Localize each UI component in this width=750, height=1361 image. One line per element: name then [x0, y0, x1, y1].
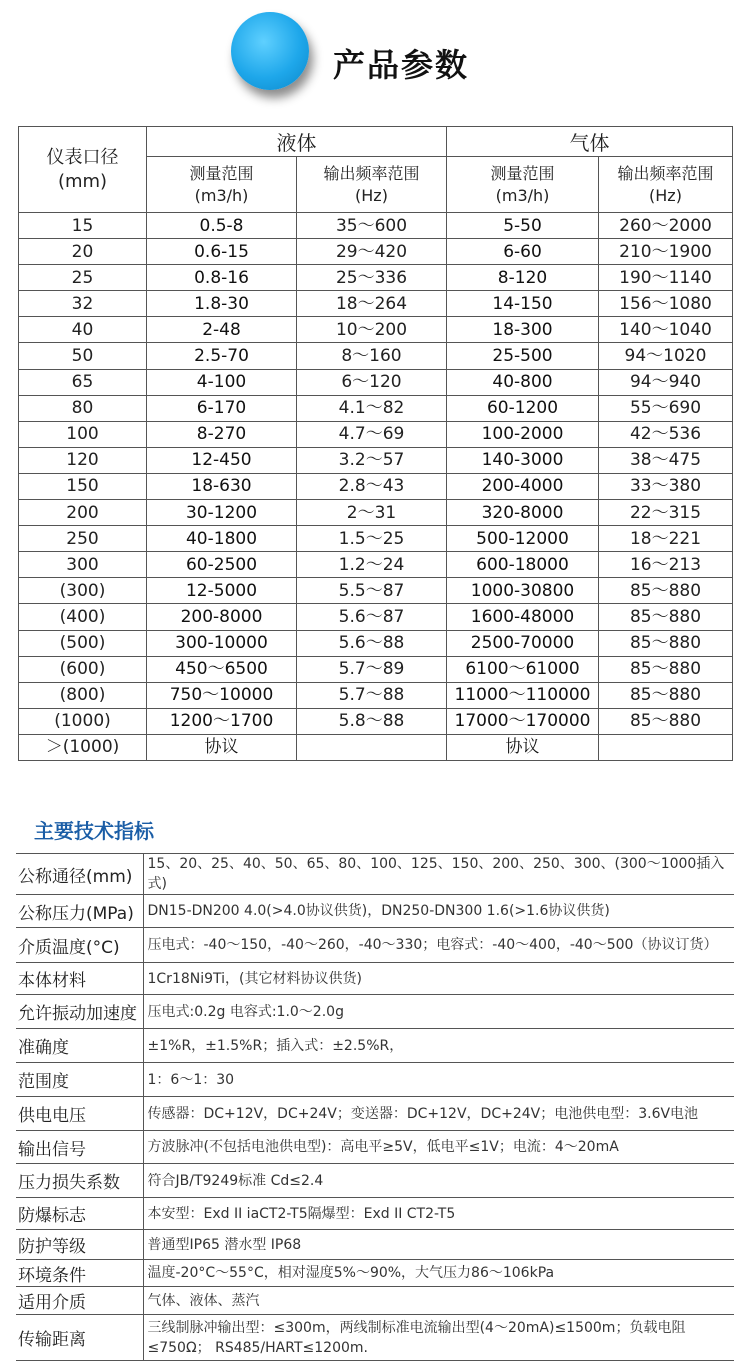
gas-range-cell: 140-3000 [447, 447, 599, 473]
spec-label: 防爆标志 [16, 1198, 143, 1230]
gas-frequency-cell [599, 734, 733, 760]
liquid-frequency-cell: 1.5～25 [297, 526, 447, 552]
table-row [19, 656, 733, 682]
diameter-cell: 200 [19, 500, 147, 526]
liquid-frequency-cell: 18～264 [297, 291, 447, 317]
gas-frequency-cell: 210～1900 [599, 239, 733, 265]
table-row [19, 500, 733, 526]
diameter-header-line2: (mm) [57, 170, 108, 192]
liquid-frequency-cell: 5.6～88 [297, 630, 447, 656]
gas-frequency-cell: 85～880 [599, 604, 733, 630]
gas-range-cell: 1000-30800 [447, 578, 599, 604]
table-row [19, 265, 733, 291]
page-title: 产品参数 [333, 46, 470, 84]
liquid-range-cell: 1.8-30 [147, 291, 297, 317]
liquid-frequency-cell: 6～120 [297, 369, 447, 395]
spec-value: 1Cr18Ni9Ti，(其它材料协议供货) [143, 963, 734, 995]
gas-frequency-cell: 16～213 [599, 552, 733, 578]
spec-row [16, 995, 734, 1029]
gas-frequency-cell: 85～880 [599, 578, 733, 604]
diameter-cell: 300 [19, 552, 147, 578]
diameter-cell: 80 [19, 395, 147, 421]
diameter-cell: 100 [19, 421, 147, 447]
specs-section-title: 主要技术指标 [34, 819, 154, 843]
gas-range-cell: 40-800 [447, 369, 599, 395]
table-row [19, 291, 733, 317]
liquid-range-cell: 450～6500 [147, 656, 297, 682]
diameter-cell: (400) [19, 604, 147, 630]
spec-label: 输出信号 [16, 1131, 143, 1164]
gas-header: 气体 [447, 127, 733, 157]
liquid-frequency-cell: 10～200 [297, 317, 447, 343]
table-row [19, 343, 733, 369]
liquid-frequency-cell: 3.2～57 [297, 447, 447, 473]
spec-label: 传输距离 [16, 1315, 143, 1361]
spec-value: 1：6～1：30 [143, 1063, 734, 1097]
table-row [19, 239, 733, 265]
spec-value: 符合JB/T9249标准 Cd≤2.4 [143, 1164, 734, 1198]
gas-frequency-cell: 18～221 [599, 526, 733, 552]
liquid-frequency-cell: 4.7～69 [297, 421, 447, 447]
liquid-frequency-cell: 1.2～24 [297, 552, 447, 578]
table-row [19, 317, 733, 343]
table-row [19, 630, 733, 656]
spec-row [16, 1063, 734, 1097]
gas-frequency-cell: 55～690 [599, 395, 733, 421]
spec-row [16, 1198, 734, 1230]
gas-range-header: 测量范围 (m3/h) [447, 157, 599, 213]
liquid-range-cell: 750～10000 [147, 682, 297, 708]
diameter-cell: (500) [19, 630, 147, 656]
gas-range-cell: 17000～170000 [447, 708, 599, 734]
liquid-range-cell: 40-1800 [147, 526, 297, 552]
table-row [19, 421, 733, 447]
liquid-range-cell: 8-270 [147, 421, 297, 447]
diameter-cell: 40 [19, 317, 147, 343]
gas-range-cell: 14-150 [447, 291, 599, 317]
liquid-range-cell: 0.6-15 [147, 239, 297, 265]
spec-row [16, 963, 734, 995]
liquid-range-cell: 0.8-16 [147, 265, 297, 291]
gas-frequency-cell: 94～940 [599, 369, 733, 395]
spec-row [16, 1131, 734, 1164]
liquid-frequency-cell: 5.5～87 [297, 578, 447, 604]
spec-row [16, 854, 734, 895]
spec-value: 气体、液体、蒸汽 [143, 1287, 734, 1315]
spec-label: 压力损失系数 [16, 1164, 143, 1198]
liquid-frequency-cell: 2.8～43 [297, 473, 447, 499]
spec-label: 本体材料 [16, 963, 143, 995]
gas-range-cell: 25-500 [447, 343, 599, 369]
gas-frequency-cell: 85～880 [599, 682, 733, 708]
gas-frequency-cell: 42～536 [599, 421, 733, 447]
table-row [19, 369, 733, 395]
liquid-range-header: 测量范围 (m3/h) [147, 157, 297, 213]
gas-range-cell: 11000～110000 [447, 682, 599, 708]
diameter-cell: 65 [19, 369, 147, 395]
spec-label: 防护等级 [16, 1230, 143, 1260]
spec-value: 普通型IP65 潜水型 IP68 [143, 1230, 734, 1260]
spec-label: 准确度 [16, 1029, 143, 1063]
liquid-frequency-cell: 25～336 [297, 265, 447, 291]
diameter-cell: ＞(1000) [19, 734, 147, 760]
spec-value: ±1%R，±1.5%R；插入式：±2.5%R， [143, 1029, 734, 1063]
diameter-cell: (800) [19, 682, 147, 708]
liquid-range-cell: 1200～1700 [147, 708, 297, 734]
spec-row [16, 1287, 734, 1315]
spec-value: DN15-DN200 4.0(>4.0协议供货)，DN250-DN300 1.6(>1.6协议供货) [143, 895, 734, 928]
spec-label: 介质温度(°C) [16, 928, 143, 963]
diameter-header-line1: 仪表口径 [46, 146, 119, 168]
spec-value: 方波脉冲(不包括电池供电型)：高电平≥5V，低电平≤1V；电流：4～20mA [143, 1131, 734, 1164]
diameter-cell: 32 [19, 291, 147, 317]
liquid-frequency-header: 输出频率范围 (Hz) [297, 157, 447, 213]
spec-value: 温度-20°C～55°C，相对湿度5%～90%，大气压力86～106kPa [143, 1260, 734, 1287]
liquid-frequency-cell: 35～600 [297, 213, 447, 239]
spec-row [16, 928, 734, 963]
parameter-table [18, 126, 733, 761]
gas-range-cell: 100-2000 [447, 421, 599, 447]
blue-circle-icon [231, 12, 309, 90]
table-row [19, 708, 733, 734]
gas-frequency-cell: 156～1080 [599, 291, 733, 317]
diameter-cell: (1000) [19, 708, 147, 734]
table-row [19, 526, 733, 552]
liquid-range-cell: 协议 [147, 734, 297, 760]
spec-value: 三线制脉冲输出型：≤300m，两线制标准电流输出型(4～20mA)≤1500m；负载电阻≤750Ω； RS485/HART≤1200m. [143, 1315, 734, 1361]
spec-label: 供电电压 [16, 1097, 143, 1131]
table-row [19, 734, 733, 760]
diameter-cell: (300) [19, 578, 147, 604]
diameter-cell: 150 [19, 473, 147, 499]
table-row [19, 213, 733, 239]
liquid-frequency-cell: 29～420 [297, 239, 447, 265]
gas-range-cell: 500-12000 [447, 526, 599, 552]
table-row [19, 604, 733, 630]
spec-label: 公称通径(mm) [16, 854, 143, 895]
spec-value: 压电式：-40～150，-40～260，-40～330；电容式：-40～400，-40～500（协议订货） [143, 928, 734, 963]
spec-row [16, 1315, 734, 1361]
spec-value: 本安型：Exd II iaCT2-T5隔爆型：Exd II CT2-T5 [143, 1198, 734, 1230]
liquid-range-cell: 300-10000 [147, 630, 297, 656]
liquid-range-cell: 2.5-70 [147, 343, 297, 369]
liquid-frequency-cell: 2～31 [297, 500, 447, 526]
gas-frequency-cell: 190～1140 [599, 265, 733, 291]
spec-row [16, 1029, 734, 1063]
table-row [19, 552, 733, 578]
gas-range-cell: 8-120 [447, 265, 599, 291]
spec-label: 环境条件 [16, 1260, 143, 1287]
spec-row [16, 1097, 734, 1131]
gas-frequency-cell: 140～1040 [599, 317, 733, 343]
gas-frequency-cell: 33～380 [599, 473, 733, 499]
liquid-range-cell: 0.5-8 [147, 213, 297, 239]
diameter-cell: 50 [19, 343, 147, 369]
gas-frequency-cell: 85～880 [599, 708, 733, 734]
liquid-range-cell: 200-8000 [147, 604, 297, 630]
diameter-cell: (600) [19, 656, 147, 682]
gas-range-cell: 协议 [447, 734, 599, 760]
liquid-range-cell: 60-2500 [147, 552, 297, 578]
liquid-range-cell: 4-100 [147, 369, 297, 395]
spec-row [16, 1164, 734, 1198]
gas-frequency-cell: 85～880 [599, 630, 733, 656]
table-row [19, 395, 733, 421]
header [0, 0, 750, 120]
table-row [19, 473, 733, 499]
gas-range-cell: 60-1200 [447, 395, 599, 421]
spec-row [16, 895, 734, 928]
liquid-frequency-cell: 5.7～89 [297, 656, 447, 682]
table-row [19, 578, 733, 604]
spec-row [16, 1260, 734, 1287]
gas-frequency-header: 输出频率范围 (Hz) [599, 157, 733, 213]
liquid-range-cell: 12-450 [147, 447, 297, 473]
table-row [19, 682, 733, 708]
gas-range-cell: 6-60 [447, 239, 599, 265]
diameter-cell: 120 [19, 447, 147, 473]
specs-table [16, 853, 734, 1361]
liquid-frequency-cell: 8～160 [297, 343, 447, 369]
liquid-range-cell: 6-170 [147, 395, 297, 421]
spec-value: 传感器：DC+12V，DC+24V；变送器：DC+12V，DC+24V；电池供电型：3.6V电池 [143, 1097, 734, 1131]
gas-range-cell: 5-50 [447, 213, 599, 239]
diameter-cell: 15 [19, 213, 147, 239]
liquid-range-cell: 2-48 [147, 317, 297, 343]
spec-label: 公称压力(MPa) [16, 895, 143, 928]
liquid-frequency-cell [297, 734, 447, 760]
spec-value: 压电式:0.2g 电容式:1.0～2.0g [143, 995, 734, 1029]
gas-frequency-cell: 260～2000 [599, 213, 733, 239]
diameter-cell: 20 [19, 239, 147, 265]
liquid-range-cell: 18-630 [147, 473, 297, 499]
spec-label: 适用介质 [16, 1287, 143, 1315]
liquid-frequency-cell: 5.6～87 [297, 604, 447, 630]
gas-frequency-cell: 85～880 [599, 656, 733, 682]
spec-row [16, 1230, 734, 1260]
liquid-range-cell: 30-1200 [147, 500, 297, 526]
liquid-range-cell: 12-5000 [147, 578, 297, 604]
spec-value: 15、20、25、40、50、65、80、100、125、150、200、250、300、(300～1000插入式) [143, 854, 734, 895]
gas-range-cell: 200-4000 [447, 473, 599, 499]
spec-label: 范围度 [16, 1063, 143, 1097]
gas-range-cell: 320-8000 [447, 500, 599, 526]
table-row [19, 447, 733, 473]
gas-range-cell: 600-18000 [447, 552, 599, 578]
liquid-frequency-cell: 5.8～88 [297, 708, 447, 734]
gas-range-cell: 6100～61000 [447, 656, 599, 682]
gas-frequency-cell: 22～315 [599, 500, 733, 526]
gas-frequency-cell: 38～475 [599, 447, 733, 473]
gas-range-cell: 18-300 [447, 317, 599, 343]
liquid-header: 液体 [147, 127, 447, 157]
gas-range-cell: 1600-48000 [447, 604, 599, 630]
liquid-frequency-cell: 4.1～82 [297, 395, 447, 421]
diameter-cell: 250 [19, 526, 147, 552]
spec-label: 允许振动加速度 [16, 995, 143, 1029]
diameter-header [19, 127, 147, 213]
gas-range-cell: 2500-70000 [447, 630, 599, 656]
gas-frequency-cell: 94～1020 [599, 343, 733, 369]
liquid-frequency-cell: 5.7～88 [297, 682, 447, 708]
diameter-cell: 25 [19, 265, 147, 291]
